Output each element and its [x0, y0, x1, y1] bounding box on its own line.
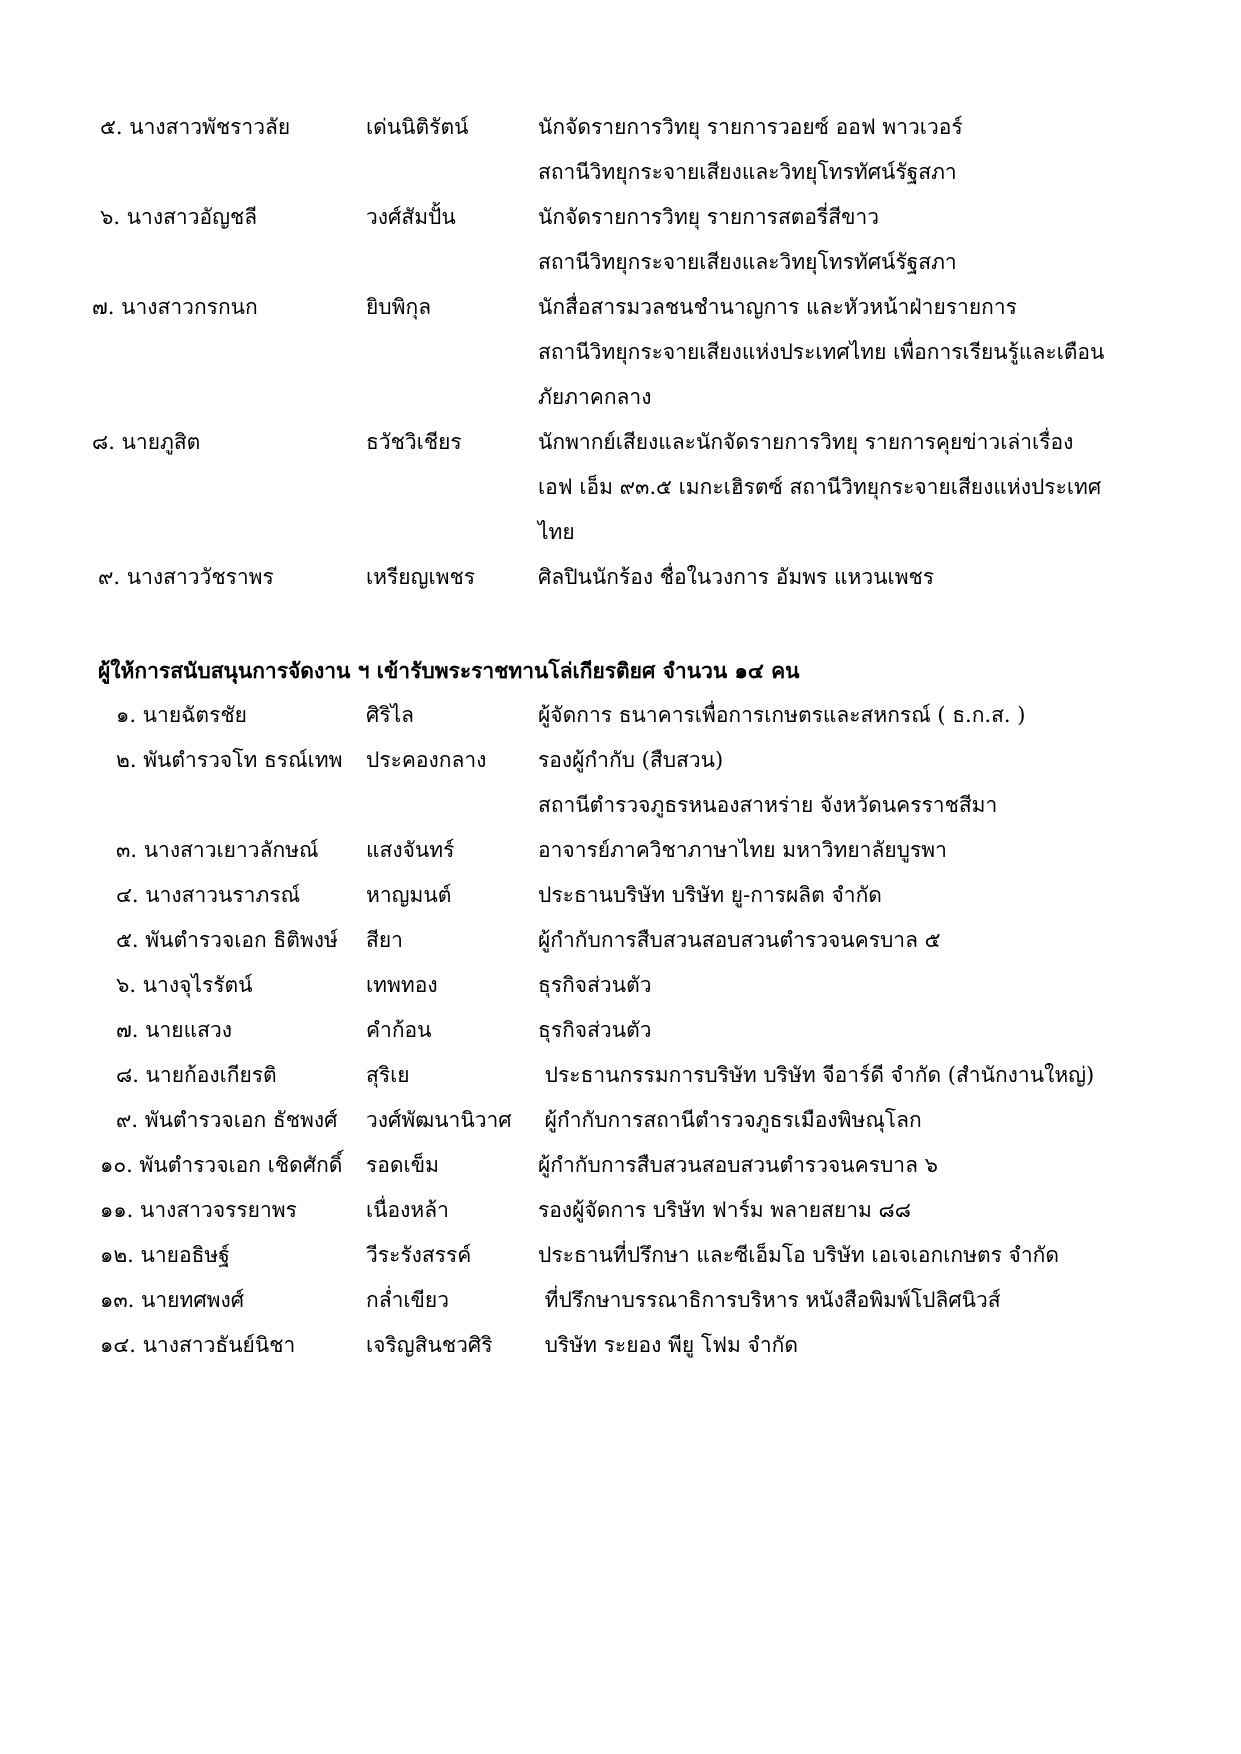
entry-surname: เจริญสินชวศิริ — [366, 1333, 493, 1357]
entry-row-continuation — [0, 465, 1241, 510]
entry-row — [0, 1143, 1241, 1188]
entry-name: ๔. นางสาวนราภรณ์ — [116, 883, 301, 907]
section-heading: ผู้ให้การสนับสนุนการจัดงาน ฯ เข้ารับพระราชทานโล่เกียรติยศ จำนวน ๑๔ คน — [98, 658, 800, 683]
entry-description: ธุรกิจส่วนตัว — [538, 1018, 652, 1042]
entry-surname: วงศ์สัมปั้น — [366, 205, 456, 229]
entry-row — [0, 1188, 1241, 1233]
entry-description: ประธานที่ปรึกษา และซีเอ็มโอ บริษัท เอเจเอกเกษตร จำกัด — [538, 1243, 1059, 1267]
entry-row — [0, 555, 1241, 600]
entry-name: ๘. นายภูสิต — [92, 430, 201, 454]
entry-surname: ธวัชวิเชียร — [366, 430, 462, 454]
entry-row — [0, 1323, 1241, 1368]
entry-row-continuation — [0, 783, 1241, 828]
entry-row — [0, 963, 1241, 1008]
entry-surname: หาญมนต์ — [366, 883, 452, 907]
entry-description: นักจัดรายการวิทยุ รายการสตอรี่สีขาว — [538, 205, 880, 229]
entry-name: ๑. นายฉัตรชัย — [116, 703, 247, 727]
entry-name: ๖. นางจุไรรัตน์ — [116, 973, 253, 997]
entry-description: สถานีตำรวจภูธรหนองสาหร่าย จังหวัดนครราชสีมา — [538, 793, 998, 817]
entry-description: สถานีวิทยุกระจายเสียงแห่งประเทศไทย เพื่อการเรียนรู้และเตือน — [538, 340, 1105, 364]
entry-description: รองผู้จัดการ บริษัท ฟาร์ม พลายสยาม ๘๘ — [538, 1198, 911, 1222]
entry-description: ผู้กำกับการสถานีตำรวจภูธรเมืองพิษณุโลก — [538, 1108, 922, 1132]
entry-row-continuation — [0, 240, 1241, 285]
entry-surname: คำก้อน — [366, 1018, 432, 1042]
entry-name: ๙. พันตำรวจเอก ธัชพงศ์ — [116, 1108, 338, 1132]
entry-name: ๑๓. นายทศพงศ์ — [100, 1288, 245, 1312]
entry-surname: ประคองกลาง — [366, 748, 487, 772]
entry-row — [0, 693, 1241, 738]
entry-surname: เด่นนิติรัตน์ — [366, 115, 469, 139]
entry-surname: วงศ์พัฒนานิวาศ — [366, 1108, 512, 1132]
entry-row-continuation — [0, 510, 1241, 555]
entry-name: ๗. นายแสวง — [116, 1018, 232, 1042]
entry-row-continuation — [0, 375, 1241, 420]
entry-name: ๕. พันตำรวจเอก ธิติพงษ์ — [116, 928, 338, 952]
entry-description: ผู้จัดการ ธนาคารเพื่อการเกษตรและสหกรณ์ ( ธ.ก.ส. ) — [538, 703, 1026, 727]
entry-description: ธุรกิจส่วนตัว — [538, 973, 652, 997]
entry-row — [0, 195, 1241, 240]
entry-row — [0, 285, 1241, 330]
entry-surname: สียา — [366, 928, 403, 952]
entry-description: นักพากย์เสียงและนักจัดรายการวิทยุ รายการคุยข่าวเล่าเรื่อง — [538, 430, 1074, 454]
entry-description: นักจัดรายการวิทยุ รายการวอยซ์ ออฟ พาวเวอร์ — [538, 115, 963, 139]
entry-name: ๖. นางสาวอัญชลี — [100, 205, 258, 229]
entry-surname: กล่ำเขียว — [366, 1288, 450, 1312]
entry-name: ๙. นางสาววัชราพร — [98, 565, 274, 589]
entry-description: ไทย — [538, 520, 575, 544]
entry-name: ๑๐. พันตำรวจเอก เชิดศักดิ์ — [100, 1153, 343, 1177]
entry-name: ๓. นางสาวเยาวลักษณ์ — [116, 838, 319, 862]
entry-description: บริษัท ระยอง พียู โฟม จำกัด — [538, 1333, 798, 1357]
entry-row — [0, 873, 1241, 918]
entry-name: ๕. นางสาวพัชราวลัย — [100, 115, 291, 139]
entry-surname: ศิริไล — [366, 703, 415, 727]
entry-description: ผู้กำกับการสืบสวนสอบสวนตำรวจนครบาล ๕ — [538, 928, 941, 952]
entry-surname: วีระรังสรรค์ — [366, 1243, 472, 1267]
entry-surname: แสงจันทร์ — [366, 838, 455, 862]
entry-surname: เหรียญเพชร — [366, 565, 476, 589]
entry-row — [0, 1053, 1241, 1098]
entry-name: ๘. นายก้องเกียรติ — [116, 1063, 277, 1087]
entry-row-continuation — [0, 150, 1241, 195]
entry-surname: เนื่องหล้า — [366, 1198, 449, 1222]
entry-row-continuation — [0, 330, 1241, 375]
entry-surname: รอดเข็ม — [366, 1153, 439, 1177]
entry-row — [0, 1098, 1241, 1143]
entry-row — [0, 738, 1241, 783]
entry-surname: ยิบพิกุล — [366, 295, 432, 319]
entry-description: สถานีวิทยุกระจายเสียงและวิทยุโทรทัศน์รัฐสภา — [538, 160, 957, 184]
entry-description: รองผู้กำกับ (สืบสวน) — [538, 748, 724, 772]
entry-row — [0, 105, 1241, 150]
entry-row — [0, 1008, 1241, 1053]
entry-description: ประธานกรรมการบริษัท บริษัท จีอาร์ดี จำกัด (สำนักงานใหญ่) — [538, 1063, 1095, 1087]
entry-row — [0, 420, 1241, 465]
entry-row — [0, 918, 1241, 963]
entry-description: ศิลปินนักร้อง ชื่อในวงการ อัมพร แหวนเพชร — [538, 565, 935, 589]
entry-surname: เทพทอง — [366, 973, 438, 997]
entry-description: นักสื่อสารมวลชนชำนาญการ และหัวหน้าฝ่ายรายการ — [538, 295, 1017, 319]
entry-name: ๗. นางสาวกรกนก — [92, 295, 258, 319]
entry-name: ๑๒. นายอธิษฐ์ — [100, 1243, 230, 1267]
entry-row — [0, 828, 1241, 873]
entry-description: ผู้กำกับการสืบสวนสอบสวนตำรวจนครบาล ๖ — [538, 1153, 938, 1177]
entry-row — [0, 1278, 1241, 1323]
entry-name: ๑๔. นางสาวธันย์นิชา — [100, 1333, 296, 1357]
entry-row — [0, 1233, 1241, 1278]
entry-description: สถานีวิทยุกระจายเสียงและวิทยุโทรทัศน์รัฐสภา — [538, 250, 957, 274]
entry-name: ๒. พันตำรวจโท ธรณ์เทพ — [116, 748, 343, 772]
entry-description: ที่ปรึกษาบรรณาธิการบริหาร หนังสือพิมพ์โปลิศนิวส์ — [538, 1288, 1001, 1312]
entry-description: ประธานบริษัท บริษัท ยู-การผลิต จำกัด — [538, 883, 882, 907]
entry-description: ภัยภาคกลาง — [538, 385, 652, 409]
entry-description: อาจารย์ภาควิชาภาษาไทย มหาวิทยาลัยบูรพา — [538, 838, 947, 862]
entry-name: ๑๑. นางสาวจรรยาพร — [100, 1198, 297, 1222]
entry-surname: สุริเย — [366, 1063, 410, 1087]
entry-description: เอฟ เอ็ม ๙๓.๕ เมกะเฮิรตซ์ สถานีวิทยุกระจายเสียงแห่งประเทศ — [538, 475, 1102, 499]
